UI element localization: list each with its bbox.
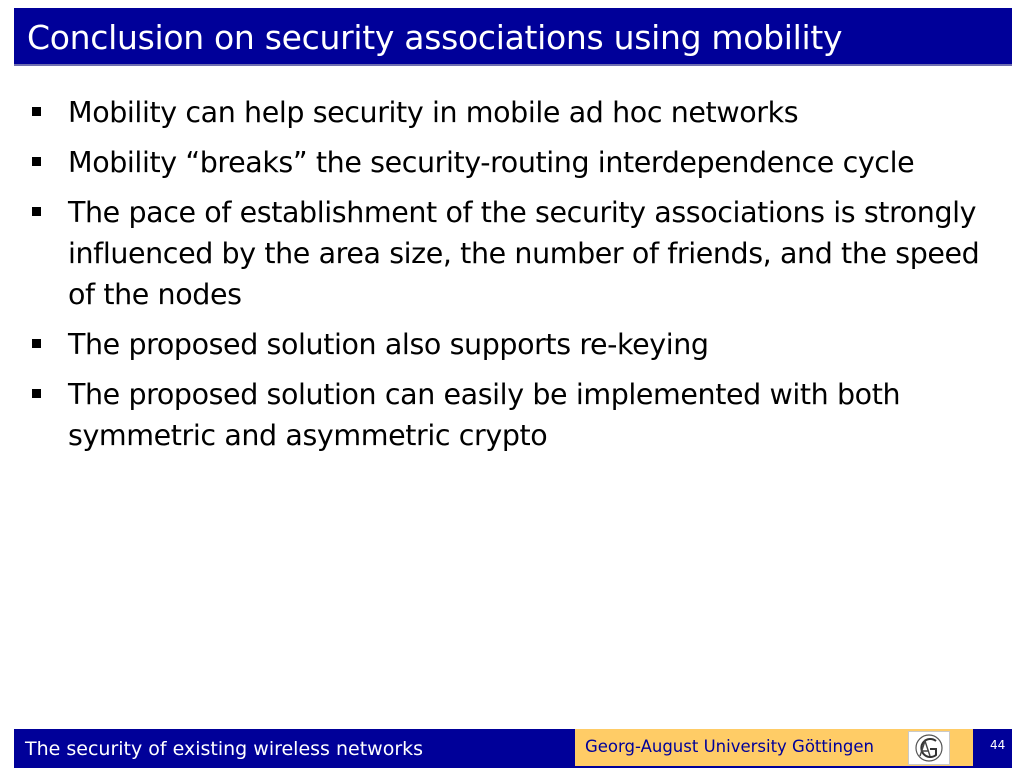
footer-bar bbox=[14, 729, 1012, 768]
bullet-item bbox=[30, 324, 990, 365]
bullet-item bbox=[30, 92, 990, 133]
bullet-item bbox=[30, 142, 990, 183]
page-number: 44 bbox=[990, 738, 1006, 752]
footer-course-title: The security of existing wireless networks bbox=[25, 738, 424, 760]
bullet-text: Mobility can help security in mobile ad hoc networks bbox=[68, 96, 799, 129]
square-bullet-icon bbox=[32, 339, 41, 348]
title-bar bbox=[14, 8, 1012, 66]
footer-university-box bbox=[575, 729, 973, 766]
square-bullet-icon bbox=[32, 207, 41, 216]
square-bullet-icon bbox=[32, 389, 41, 398]
bullet-text: The pace of establishment of the security associations is strongly influenced by the area size, the number of friends, and the speed of the nodes bbox=[68, 196, 980, 311]
bullet-text: The proposed solution can easily be implemented with both symmetric and asymmetric crypto bbox=[68, 378, 901, 452]
seal-logo-graphic bbox=[909, 732, 949, 764]
square-bullet-icon bbox=[32, 107, 41, 116]
slide-title: Conclusion on security associations using mobility bbox=[27, 18, 843, 57]
bullet-item bbox=[30, 374, 990, 456]
bullet-list bbox=[30, 92, 990, 465]
university-name: Georg-August University Göttingen bbox=[585, 737, 874, 756]
bullet-text: The proposed solution also supports re-keying bbox=[68, 328, 709, 361]
square-bullet-icon bbox=[32, 157, 41, 166]
bullet-text: Mobility “breaks” the security-routing interdependence cycle bbox=[68, 146, 915, 179]
university-seal-logo-icon bbox=[908, 731, 950, 765]
bullet-item bbox=[30, 192, 990, 315]
